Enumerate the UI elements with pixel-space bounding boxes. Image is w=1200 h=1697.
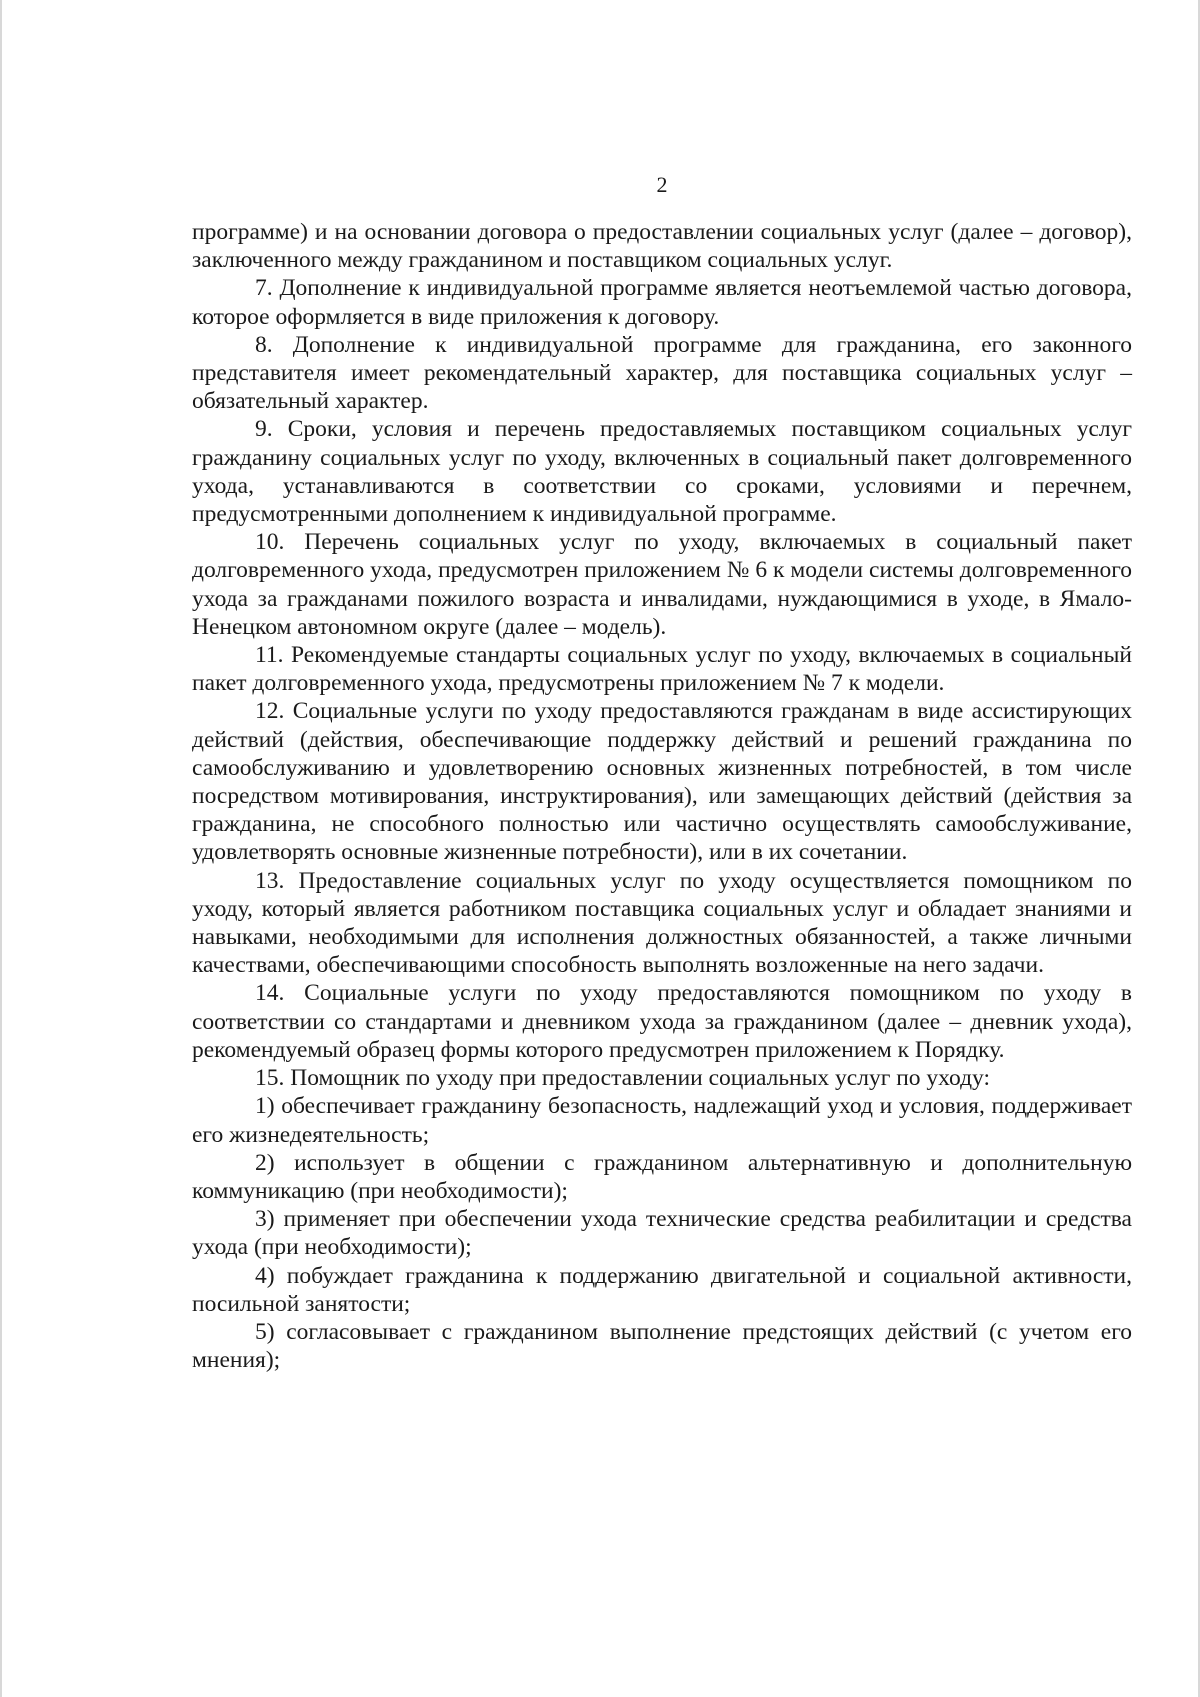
paragraph-11: 11. Рекомендуемые стандарты социальных услуг по уходу, включаемых в социальный пакет долговременного ухода, предусмотрены приложением № 7 к модели. <box>192 642 1132 697</box>
paragraph-continuation: программе) и на основании договора о предоставлении социальных услуг (далее – договор), заключенного между гражданином и поставщиком социальных услуг. <box>192 219 1132 274</box>
list-item-3: 3) применяет при обеспечении ухода технические средства реабилитации и средства ухода (при необходимости); <box>192 1206 1132 1261</box>
list-item-2: 2) использует в общении с гражданином альтернативную и дополнительную коммуникацию (при необходимости); <box>192 1149 1132 1204</box>
list-item-5: 5) согласовывает с гражданином выполнение предстоящих действий (с учетом его мнения); <box>192 1318 1132 1374</box>
page-number: 2 <box>656 172 668 197</box>
list-item-4: 4) побуждает гражданина к поддержанию двигательной и социальной активности, посильной занятости; <box>192 1262 1132 1317</box>
paragraph-8: 8. Дополнение к индивидуальной программе для гражданина, его законного представителя имеет рекомендательный характер, для поставщика социальных услуг – обязательный характер. <box>192 331 1132 415</box>
paragraph-10: 10. Перечень социальных услуг по уходу, включаемых в социальный пакет долговременного ухода, предусмотрен приложением № 6 к модели системы долговременного ухода за гражданами пожилого возраста и инвалидами, нуждающимися в уходе, в Ямало-Ненецком автономном округе (далее – модель). <box>192 529 1132 640</box>
list-item-1: 1) обеспечивает гражданину безопасность, надлежащий уход и условия, поддерживает его жизнедеятельность; <box>192 1093 1132 1148</box>
paragraph-9: 9. Сроки, условия и перечень предоставляемых поставщиком социальных услуг гражданину социальных услуг по уходу, включенных в социальный пакет долговременного ухода, устанавливаются в соответствии со сроками, условиями и перечнем, предусмотренными дополнением к индивидуальной программе. <box>192 416 1132 528</box>
paragraph-14: 14. Социальные услуги по уходу предоставляются помощником по уходу в соответствии со стандартами и дневником ухода за гражданином (далее – дневник ухода), рекомендуемый образец формы которого предусмотрен приложением к Порядку. <box>192 980 1132 1063</box>
paragraph-12: 12. Социальные услуги по уходу предоставляются гражданам в виде ассистирующих действий (действия, обеспечивающие поддержку действий и решений гражданина по самообслуживанию и удовлетворению основных жизненных потребностей, в том числе посредством мотивирования, инструктирования), или замещающих действий (действия за гражданина, не способного полностью или частично осуществлять самообслуживание, удовлетворять основные жизненные потребности), или в их сочетании. <box>192 698 1132 866</box>
paragraph-7: 7. Дополнение к индивидуальной программе является неотъемлемой частью договора, которое оформляется в виде приложения к договору. <box>192 275 1132 330</box>
paragraph-13: 13. Предоставление социальных услуг по уходу осуществляется помощником по уходу, который является работником поставщика социальных услуг и обладает знаниями и навыками, необходимыми для исполнения должностных обязанностей, а также личными качествами, обеспечивающими способность выполнять возложенные на него задачи. <box>192 867 1132 979</box>
paragraph-15: 15. Помощник по уходу при предоставлении социальных услуг по уходу: <box>255 1065 991 1092</box>
document-body <box>192 218 1132 1374</box>
